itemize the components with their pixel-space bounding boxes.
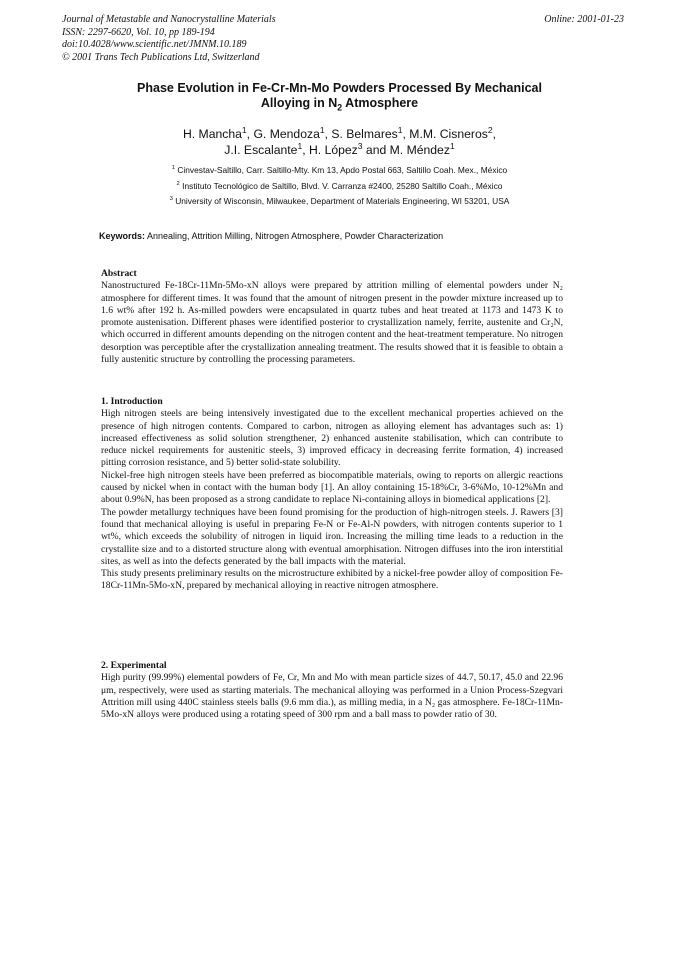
paragraph: The powder metallurgy techniques have been found promising for the production of high-nitrogen steels. J. Rawers [3] found that mechanical alloying is useful in preparing Fe-N or Fe-Al-N powders, with nitrogen contents superior to 1 wt%, which exceeds the solubility of nitrogen in liquid iron. Increasing the milling time leads to a reduction in the crystallite size and to a distorted structure along with eventual amorphisation. Nitrogen diffuses into the iron interstitial sites, as well as into the defects generated by the ball impacts with the material. [101,506,563,567]
title-line-2: Alloying in $N_2$ Atmosphere [260,96,419,113]
author: M.M. Cisneros$^2$, [409,124,496,141]
author: J.I. Escalante$^1$, [224,140,309,157]
paper-title [62,81,617,111]
keywords-label: Keywords: [99,231,146,241]
paragraph: This study presents preliminary results on the microstructure exhibited by a nickel-free powder alloy of composition Fe-18Cr-11Mn-5Mo-xN, prepared by mechanical alloying in reactive nitrogen atmosphere. [101,568,563,592]
journal-doi: doi:10.4028/www.scientific.net/JMNM.10.189 [62,39,247,51]
abstract-heading: Abstract [101,268,137,279]
author: S. Belmares$^1$, [331,124,410,141]
author-line-2 [62,142,617,158]
author: G. Mendoza$^1$, [253,124,332,141]
journal-issn: ISSN: 2297-6620, Vol. 10, pp 189-194 [62,26,215,38]
affiliation: $^3$ University of Wisconsin, Milwaukee, Department of Materials Engineering, WI 53201, USA [169,196,510,206]
journal-copyright: © 2001 Trans Tech Publications Ltd, Switzerland [62,51,260,63]
abstract-text: Nanostructured Fe-18Cr-11Mn-5Mo-xN alloys were prepared by attrition milling of elemental powders under N₂ atmosphere for different times. It was found that the amount of nitrogen present in the powder mixture increased up to 1.6 wt% after 192 h. As-milled powders were encapsulated in quartz tubes and heat treated at 1173 and 1473 K to promote austenisation. Different phases were identified posterior to crystallization namely, ferrite, austenite and Cr₂N, which occurred in different amounts depending on the nitrogen content and the heat-treatment temperature. No nitrogen desorption was perceptible after the crystallization annealing treatment. The results showed that it is feasible to obtain a fully austenitic structure by controlling the processing parameters. [101,280,563,366]
journal-header [62,14,276,64]
keywords [99,231,443,241]
author: H. Mancha$^1$, [182,124,254,141]
abstract-section [101,268,563,366]
author: H. López$^3$ and [309,140,390,157]
experimental-heading: 2. Experimental [101,660,167,671]
introduction-section [101,396,563,593]
title-line-1: Phase Evolution in Fe-Cr-Mn-Mo Powders Processed By Mechanical [137,81,542,95]
experimental-text: High purity (99.99%) elemental powders of Fe, Cr, Mn and Mo with mean particle sizes of 44.7, 50.17, 45.0 and 22.96 μm, respectively, were used as starting materials. The mechanical alloying was performed in a Union Process-Szegvari Attrition mill using 440C stainless steels balls (9.6 mm dia.), as milling media, in a N₂ gas atmosphere. Fe-18Cr-11Mn-5Mo-xN alloys were produced using a rotating speed of 300 rpm and a ball mass to powder ratio of 30. [101,672,563,721]
online-date: Online: 2001-01-23 [544,14,624,25]
introduction-heading: 1. Introduction [101,396,163,407]
author: M. Méndez$^1$ [389,140,455,157]
affiliation: $^1$ Cinvestav-Saltillo, Carr. Saltillo-Mty. Km 13, Apdo Postal 663, Saltillo Coah. Mex., México [171,165,508,175]
experimental-section [101,660,563,721]
author-list [62,126,617,158]
journal-name: Journal of Metastable and Nanocrystalline Materials [62,14,276,25]
affiliation-list [62,163,617,210]
affiliation: $^2$ Instituto Tecnológico de Saltillo, Blvd. V. Carranza #2400, 25280 Saltillo Coah., México [176,180,503,191]
author-line-1 [62,126,617,142]
keywords-text: Annealing, Attrition Milling, Nitrogen Atmosphere, Powder Characterization [145,231,444,241]
paragraph: High nitrogen steels are being intensively investigated due to the excellent mechanical properties achieved on the presence of high nitrogen contents. Compared to carbon, nitrogen as alloying element has advantages such as: 1) increased effectiveness as solid solution strengthener, 2) enhanced austenite stabilisation, which can contribute to reduce nickel requirements for austenitic steels, 3) improved efficacy in decreasing ferrite formation, 4) increased pitting corrosion resistance, and 5) better solid-state solubility. [101,408,563,469]
paragraph: Nickel-free high nitrogen steels have been preferred as biocompatible materials, owing to reports on allergic reactions caused by nickel when in contact with the human body [1]. An alloy containing 15-18%Cr, 3-6%Mo, 10-12%Mn and about 0.9%N, has been proposed as a strong candidate to replace Ni-containing alloys in biomedical applications [2]. [101,469,563,506]
